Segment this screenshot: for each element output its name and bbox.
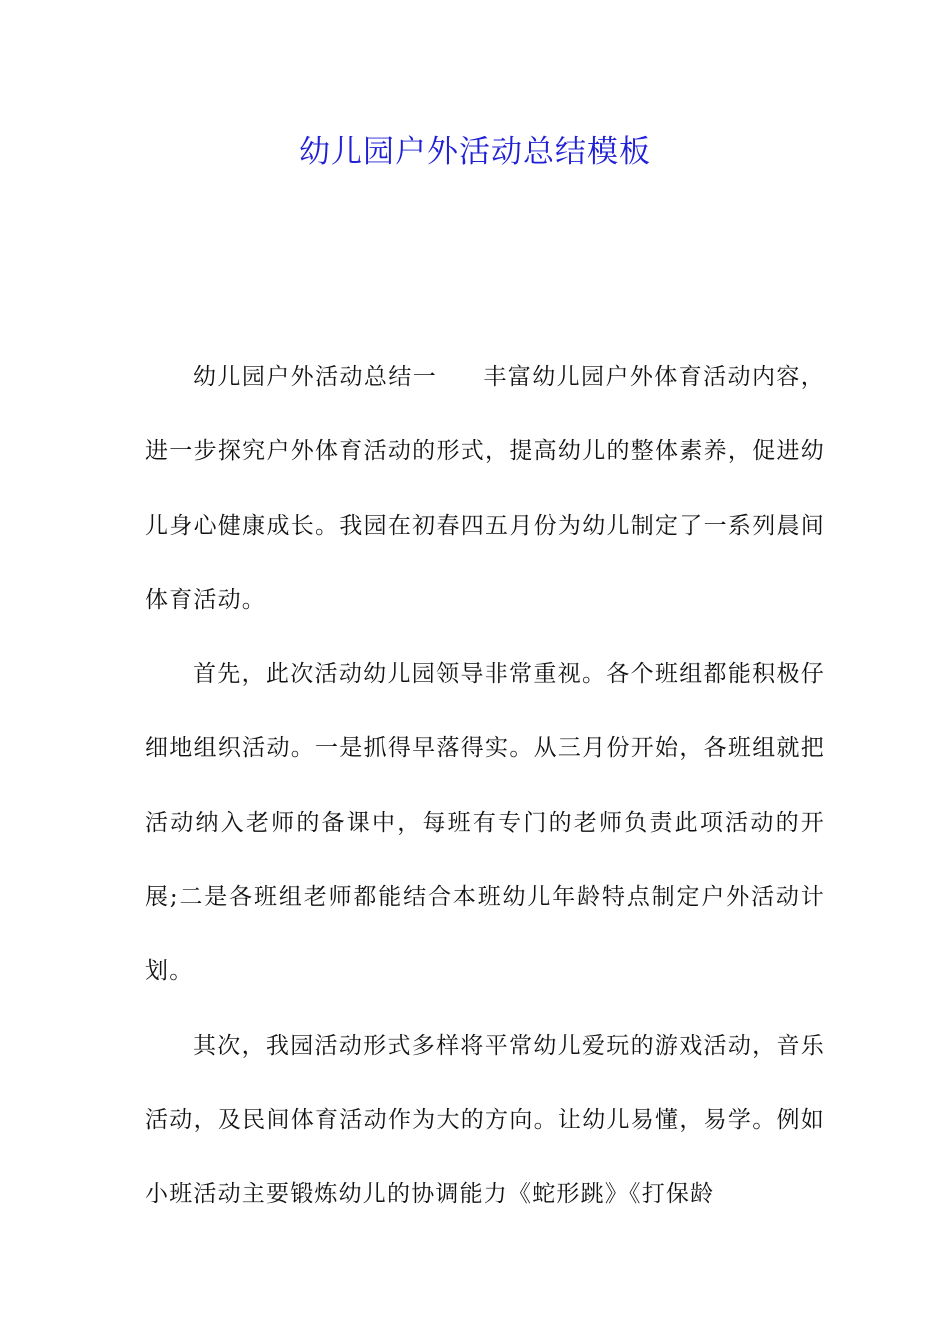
paragraph-3-text: 其次，我园活动形式多样将平常幼儿爱玩的游戏活动，音乐活动，及民间体育活动作为大的方向。让幼儿易懂，易学。例如小班活动主要锻炼幼儿的协调能力《蛇形跳》《打保龄 (145, 1032, 825, 1208)
paragraph-2-text: 首先，此次活动幼儿园领导非常重视。各个班组都能积极仔细地组织活动。一是抓得早落得实。从三月份开始，各班组就把活动纳入老师的备课中，每班有专门的老师负责此项活动的开展;二是各班组老师都能结合本班幼儿年龄特点制定户外活动计划。 (145, 661, 825, 985)
paragraph-1-text: 丰富幼儿园户外体育活动内容，进一步探究户外体育活动的形式，提高幼儿的整体素养，促进幼儿身心健康成长。我园在初春四五月份为幼儿制定了一系列晨间体育活动。 (145, 364, 825, 613)
document-body (145, 340, 825, 1232)
paragraph-1-heading: 幼儿园户外活动总结一 (193, 364, 438, 390)
paragraph-3 (145, 1009, 825, 1232)
paragraph-2 (145, 637, 825, 1008)
document-title: 幼儿园户外活动总结模板 (299, 134, 651, 170)
paragraph-1 (145, 340, 825, 637)
